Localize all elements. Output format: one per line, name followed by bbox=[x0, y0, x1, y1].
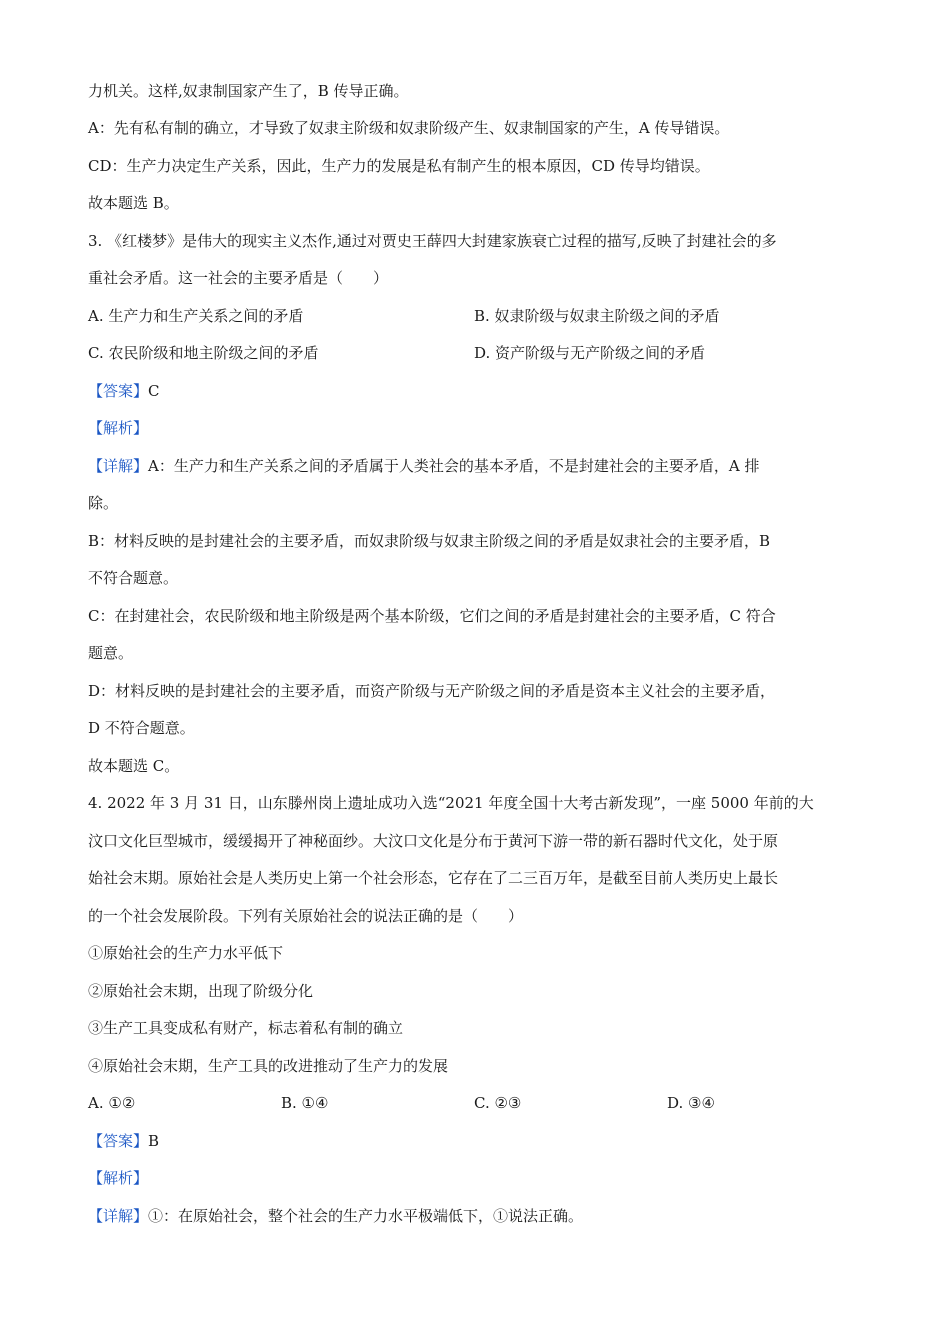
q3-detail-line-2: 除。 bbox=[88, 494, 119, 512]
q2-tail-line-2: A：先有私有制的确立，才导致了奴隶主阶级和奴隶阶级产生、奴隶制国家的产生，A 传导错误。 bbox=[88, 119, 730, 137]
q3-detail-line-8: D 不符合题意。 bbox=[88, 719, 195, 737]
q3-answer bbox=[88, 381, 160, 401]
q4-detail-line-1 bbox=[88, 1206, 583, 1226]
q3-analysis bbox=[88, 418, 148, 438]
q4-item-3: ③生产工具变成私有财产，标志着私有制的确立 bbox=[88, 1019, 404, 1037]
detail-tag: 【详解】 bbox=[88, 457, 149, 475]
q4-item-4: ④原始社会末期，生产工具的改进推动了生产力的发展 bbox=[88, 1057, 449, 1075]
q2-tail-line-3: CD：生产力决定生产关系，因此，生产力的发展是私有制产生的根本原因，CD 传导均错误。 bbox=[88, 157, 710, 175]
q4-analysis bbox=[88, 1168, 148, 1188]
q4-stem-line-1: 4. 2022 年 3 月 31 日，山东滕州岗上遗址成功入选“2021 年度全国十大考古新发现”，一座 5000 年前的大 bbox=[88, 794, 814, 812]
q3-stem-line-1: 3. 《红楼梦》是伟大的现实主义杰作,通过对贾史王薛四大封建家族衰亡过程的描写,反映了封建社会的多 bbox=[88, 232, 777, 250]
q2-conclusion: 故本题选 B。 bbox=[88, 194, 179, 212]
q4-item-2: ②原始社会末期，出现了阶级分化 bbox=[88, 982, 314, 1000]
q3-detail-line-1 bbox=[88, 456, 759, 476]
q3-option-c: C. 农民阶级和地主阶级之间的矛盾 bbox=[88, 344, 319, 362]
detail-text: ①：在原始社会，整个社会的生产力水平极端低下，①说法正确。 bbox=[148, 1207, 584, 1225]
analysis-tag: 【解析】 bbox=[88, 1169, 149, 1187]
detail-text: A：生产力和生产关系之间的矛盾属于人类社会的基本矛盾，不是封建社会的主要矛盾，A 排 bbox=[148, 457, 760, 475]
analysis-tag: 【解析】 bbox=[88, 419, 149, 437]
q3-detail-line-5: C：在封建社会，农民阶级和地主阶级是两个基本阶级，它们之间的矛盾是封建社会的主要矛盾，C 符合 bbox=[88, 607, 776, 625]
q2-tail-line-1: 力机关。这样,奴隶制国家产生了，B 传导正确。 bbox=[88, 82, 409, 100]
q3-option-b: B. 奴隶阶级与奴隶主阶级之间的矛盾 bbox=[474, 307, 720, 325]
answer-tag: 【答案】 bbox=[88, 382, 149, 400]
q3-detail-line-3: B：材料反映的是封建社会的主要矛盾，而奴隶阶级与奴隶主阶级之间的矛盾是奴隶社会的主要矛盾，B bbox=[88, 532, 771, 550]
q3-option-d: D. 资产阶级与无产阶级之间的矛盾 bbox=[474, 344, 706, 362]
q4-answer bbox=[88, 1131, 159, 1151]
q4-item-1: ①原始社会的生产力水平低下 bbox=[88, 944, 284, 962]
q4-option-c: C. ②③ bbox=[474, 1094, 522, 1112]
q4-stem-line-3: 始社会末期。原始社会是人类历史上第一个社会形态，它存在了二三百万年，是截至目前人类历史上最长 bbox=[88, 869, 779, 887]
q4-option-a: A. ①② bbox=[88, 1094, 136, 1112]
q3-detail-line-6: 题意。 bbox=[88, 644, 134, 662]
answer-value: C bbox=[148, 382, 160, 400]
q4-option-d: D. ③④ bbox=[667, 1094, 715, 1112]
detail-tag: 【详解】 bbox=[88, 1207, 149, 1225]
q4-option-b: B. ①④ bbox=[281, 1094, 329, 1112]
q3-detail-line-4: 不符合题意。 bbox=[88, 569, 179, 587]
q3-detail-line-7: D：材料反映的是封建社会的主要矛盾，而资产阶级与无产阶级之间的矛盾是资本主义社会的主要矛盾， bbox=[88, 682, 776, 700]
q3-stem-line-2: 重社会矛盾。这一社会的主要矛盾是（ ） bbox=[88, 269, 389, 287]
q3-conclusion: 故本题选 C。 bbox=[88, 757, 180, 775]
q4-stem-line-4: 的一个社会发展阶段。下列有关原始社会的说法正确的是（ ） bbox=[88, 907, 524, 925]
answer-tag: 【答案】 bbox=[88, 1132, 149, 1150]
q4-stem-line-2: 汶口文化巨型城市，缓缓揭开了神秘面纱。大汶口文化是分布于黄河下游一带的新石器时代文化，处于原 bbox=[88, 832, 779, 850]
q3-option-a: A. 生产力和生产关系之间的矛盾 bbox=[88, 307, 304, 325]
answer-value: B bbox=[148, 1132, 160, 1150]
